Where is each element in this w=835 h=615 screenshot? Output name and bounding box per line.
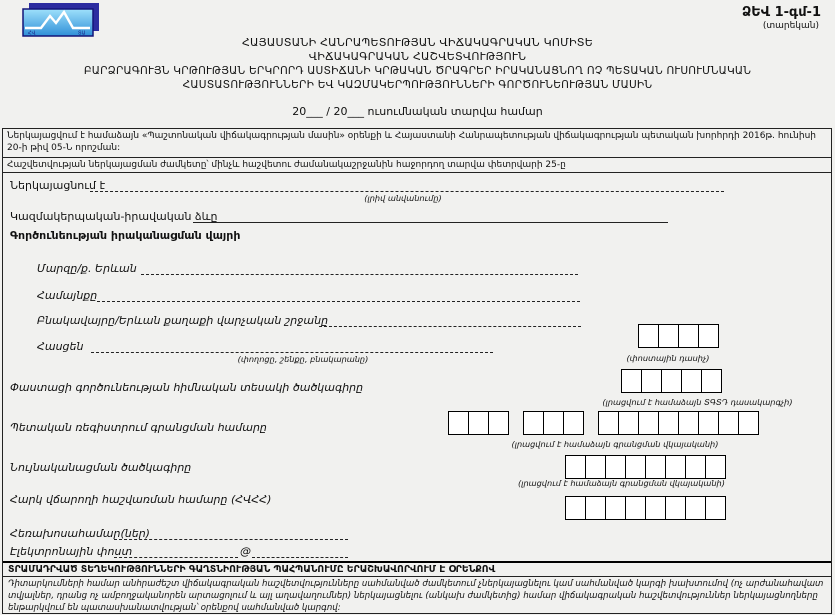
code-cell[interactable] (625, 496, 646, 520)
activity-code-hint: (լրացվում է համաձայն ՏԳՏԴ դասակարգչի) (602, 397, 793, 407)
settlement-label: Բնակավայրը/Երևան քաղաքի վարչական շրջանը (37, 314, 329, 327)
code-cell[interactable] (638, 411, 659, 435)
presents-input-line[interactable] (90, 177, 724, 192)
registry-group-3 (598, 411, 759, 435)
code-cell[interactable] (665, 496, 686, 520)
email-at-sign: @ (240, 545, 251, 558)
code-cell[interactable] (685, 496, 706, 520)
footer-box (3, 561, 831, 613)
code-cell[interactable] (448, 411, 469, 435)
postal-code-hint: (փոստային դասիչ) (626, 353, 710, 363)
code-cell[interactable] (685, 455, 706, 479)
postal-code-cells (638, 324, 719, 348)
community-label: Համայնքը (37, 289, 98, 302)
code-cell[interactable] (645, 496, 666, 520)
code-cell[interactable] (718, 411, 739, 435)
form-code: ՁԵՎ 1-գմ-1 (741, 5, 821, 20)
title-subject-line1: ԲԱՐՁՐԱԳՈՒՅՆ ԿՐԹՈՒԹՅԱՆ ԵՐԿՐՈՐԴ ԱՍՏԻՃԱՆԻ ԿՐԹԱԿԱՆ ԾՐԱԳՐԵՐ ԻՐԱԿԱՆԱՑՆՈՂ ՈՉ ՊԵՏԱԿԱՆ ՈՒՍՈՒՄՆԱԿԱՆ (83, 65, 752, 77)
phone-label: Հեռախոսահամար(ներ) (10, 527, 150, 540)
code-cell[interactable] (698, 324, 719, 348)
code-cell[interactable] (665, 455, 686, 479)
code-cell[interactable] (585, 496, 606, 520)
registry-number-hint: (լրացվում է համաձայն գրանցման վկայականի) (511, 439, 719, 449)
academic-year-line: 20___ / 20___ ուսումնական տարվա համար (292, 105, 543, 118)
settlement-input-line[interactable] (319, 312, 581, 327)
code-cell[interactable] (658, 411, 679, 435)
code-cell[interactable] (738, 411, 759, 435)
code-cell[interactable] (678, 324, 699, 348)
email-label: Էլեկտրոնային փոստ (10, 545, 133, 558)
email-domain-input-line[interactable] (252, 543, 348, 558)
code-cell[interactable] (598, 411, 619, 435)
form-code-note: (տարեկան) (762, 21, 819, 31)
code-cell[interactable] (641, 369, 662, 393)
logo-letters-right: ՏԱ (78, 30, 86, 37)
id-code-label: Նույնականացման ծածկագիրը (10, 461, 192, 474)
code-cell[interactable] (563, 411, 584, 435)
legal-form-input-line[interactable] (193, 208, 668, 223)
code-cell[interactable] (523, 411, 544, 435)
presents-hint: (լրիվ անվանումը) (364, 193, 442, 203)
code-cell[interactable] (705, 455, 726, 479)
code-cell[interactable] (468, 411, 489, 435)
presents-label: Ներկայացնում է (10, 179, 106, 192)
code-cell[interactable] (585, 455, 606, 479)
code-cell[interactable] (681, 369, 702, 393)
code-cell[interactable] (488, 411, 509, 435)
submission-deadline-notice: Հաշվետվության ներկայացման ժամկետը՝ մինչև հաշվետու ժամանակաշրջանին հաջորդող տարվա փետրվարի 25-ը (3, 158, 831, 173)
tin-label: Հարկ վճարողի հաշվառման համարը (ՀՎՀՀ) (10, 493, 272, 506)
code-cell[interactable] (645, 455, 666, 479)
code-cell[interactable] (605, 496, 626, 520)
liability-warning: Դիտարկումների համար անհրաժեշտ վիճակագրական հաշվետվությունները սահմանված ժամկետում չներկայացնելու կամ սահմանված կարգի խախտումով (ոչ արժանահավատ տվյալներ, դրանց ոչ ամբողջականորեն արտացոլում և այլ աղավաղումներ) ներկայացնելու (անկախ ժամկետից) համար վիճակագրական հաշվետվություններ ներկայացնողները ենթարկվում են պատասխանատվության՝ օրենքով սահմանված կարգով: (8, 579, 824, 614)
title-committee: ՀԱՅԱՍՏԱՆԻ ՀԱՆՐԱՊԵՏՈՒԹՅԱՆ ՎԻՃԱԿԱԳՐԱԿԱՆ ԿՈՄԻՏԵ (241, 36, 594, 49)
title-subject-line2: ՀԱՍՏԱՏՈՒԹՅՈՒՆՆԵՐԻ ԵՎ ԿԱԶՄԱԿԵՐՊՈՒԹՅՈՒՆՆԵՐԻ ԳՈՐԾՈՒՆԵՈՒԹՅԱՆ ՄԱՍԻՆ (182, 79, 653, 91)
code-cell[interactable] (618, 411, 639, 435)
marz-input-line[interactable] (141, 260, 578, 275)
legal-form-label: Կազմակերպական-իրավական ձևը (10, 210, 218, 223)
form-fields-area (3, 173, 831, 561)
tin-cells (565, 496, 726, 520)
logo-letters-left: ՀՎ (28, 30, 36, 37)
code-cell[interactable] (605, 455, 626, 479)
address-hint: (փողոցը, շենքը, բնակարանը) (237, 354, 369, 364)
code-cell[interactable] (638, 324, 659, 348)
activity-code-label: Փաստացի գործունեության հիմնական տեսակի ծածկագիրը (10, 381, 364, 394)
registry-number-cells (448, 411, 759, 435)
submission-basis-notice: Ներկայացվում է համաձայն «Պաշտոնական վիճակագրության մասին» օրենքի և Հայաստանի Հանրապետության վիճակագրության պետական խորհրդի 2016թ. հունիսի 20-ի թիվ 05-Ն որոշման: (3, 129, 831, 158)
marz-label: Մարզը/ք. Երևան (37, 262, 137, 275)
code-cell[interactable] (565, 455, 586, 479)
code-cell[interactable] (698, 411, 719, 435)
activity-location-header: Գործունեության իրականացման վայրի (10, 229, 241, 242)
code-cell[interactable] (701, 369, 722, 393)
code-cell[interactable] (678, 411, 699, 435)
code-cell[interactable] (625, 455, 646, 479)
code-cell[interactable] (661, 369, 682, 393)
code-cell[interactable] (565, 496, 586, 520)
phone-input-line[interactable] (114, 525, 348, 540)
code-cell[interactable] (621, 369, 642, 393)
code-cell[interactable] (705, 496, 726, 520)
activity-code-cells (621, 369, 722, 393)
id-code-cells (565, 455, 726, 479)
community-input-line[interactable] (97, 287, 580, 302)
registry-group-2 (523, 411, 584, 435)
id-code-hint: (լրացվում է համաձայն գրանցման վկայականի) (518, 478, 725, 488)
registry-group-1 (448, 411, 509, 435)
email-user-input-line[interactable] (114, 543, 238, 558)
address-input-line[interactable] (91, 338, 493, 353)
confidentiality-statement: ՏՐԱՄԱԴՐՎԱԾ ՏԵՂԵԿՈՒԹՅՈՒՆՆԵՐԻ ԳԱՂՏՆԻՈՒԹՅԱՆ ՊԱՀՊԱՆՈՒՄԸ ԵՐԱՇԽԱՎՈՐՎՈՒՄ Է ՕՐԵՆՔՈՎ (3, 563, 831, 577)
address-label: Հասցեն (37, 340, 84, 353)
code-cell[interactable] (658, 324, 679, 348)
code-cell[interactable] (543, 411, 564, 435)
title-report: ՎԻՃԱԿԱԳՐԱԿԱՆ ՀԱՇՎԵՏՎՈՒԹՅՈՒՆ (308, 50, 527, 63)
registry-number-label: Պետական ռեգիստրում գրանցման համարը (10, 421, 267, 434)
form-body-box (2, 128, 832, 614)
